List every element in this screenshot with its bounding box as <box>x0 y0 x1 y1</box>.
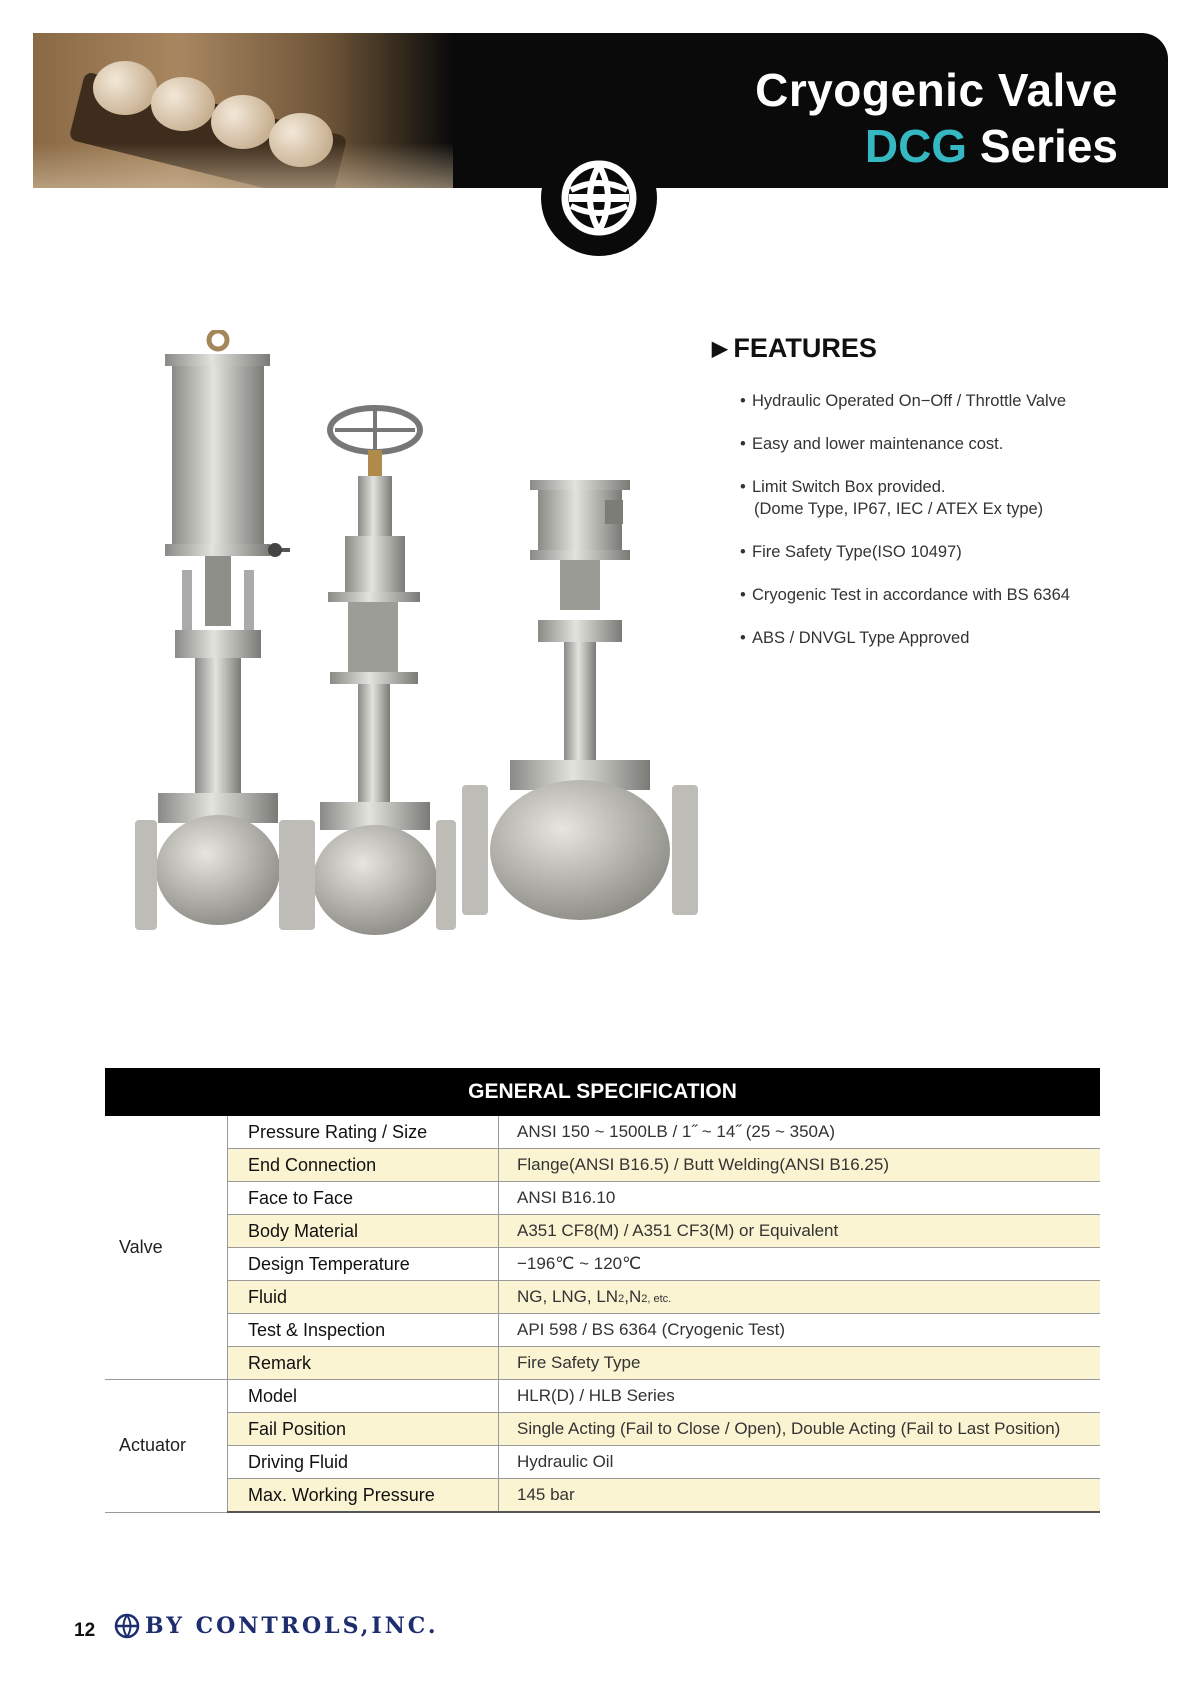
valve-product-images <box>120 330 740 1010</box>
subscript: 2, etc. <box>641 1293 672 1305</box>
feature-item <box>740 433 1070 455</box>
group-actuator: Actuator <box>105 1380 228 1513</box>
feature-item <box>740 541 1070 563</box>
spec-value: A351 CF8(M) / A351 CF3(M) or Equivalent <box>499 1215 1101 1248</box>
lng-tank <box>211 95 275 149</box>
spec-value: 145 bar <box>499 1479 1101 1513</box>
spec-value: ANSI 150 ~ 1500LB / 1˝ ~ 14˝ (25 ~ 350A) <box>499 1116 1101 1149</box>
spec-value: Single Acting (Fail to Close / Open), Double Acting (Fail to Last Position) <box>499 1413 1101 1446</box>
table-row <box>105 1314 1100 1347</box>
spec-value: Flange(ANSI B16.5) / Butt Welding(ANSI B16.25) <box>499 1149 1101 1182</box>
table-row <box>105 1446 1100 1479</box>
feature-item <box>740 476 1070 520</box>
spec-label: Driving Fluid <box>228 1446 499 1479</box>
table-row <box>105 1149 1100 1182</box>
fluid-value-b: ,N <box>624 1287 642 1306</box>
spec-label: Pressure Rating / Size <box>228 1116 499 1149</box>
feature-text: Easy and lower maintenance cost. <box>752 435 1004 453</box>
group-valve: Valve <box>105 1116 228 1380</box>
features-title-text: FEATURES <box>733 333 877 363</box>
features-list <box>740 390 1070 670</box>
spec-label: Test & Inspection <box>228 1314 499 1347</box>
globe-logo-icon <box>557 156 641 240</box>
page-title: Cryogenic Valve <box>755 64 1118 116</box>
table-row <box>105 1281 1100 1314</box>
spec-label: Design Temperature <box>228 1248 499 1281</box>
page-number: 12 <box>74 1620 96 1641</box>
table-row <box>105 1347 1100 1380</box>
spec-table-title: GENERAL SPECIFICATION <box>105 1068 1100 1116</box>
company-name: BY CONTROLS,INC. <box>145 1613 439 1639</box>
fluid-value-a: NG, LNG, LN <box>517 1287 619 1306</box>
lng-tank <box>151 77 215 131</box>
subscript: 2 <box>618 1293 625 1305</box>
spec-value <box>499 1281 1101 1314</box>
series-title <box>865 119 1118 173</box>
brand-logo-badge <box>541 140 657 256</box>
spec-value: API 598 / BS 6364 (Cryogenic Test) <box>499 1314 1101 1347</box>
series-code: DCG <box>864 120 968 172</box>
spec-label: End Connection <box>228 1149 499 1182</box>
table-row <box>105 1413 1100 1446</box>
hydraulic-valve-tall <box>135 331 301 930</box>
feature-text: Hydraulic Operated On−Off / Throttle Valve <box>752 392 1067 410</box>
table-row <box>105 1116 1100 1149</box>
table-row <box>105 1479 1100 1513</box>
general-specification-table <box>105 1116 1100 1513</box>
footer-brand <box>113 1612 439 1640</box>
hydraulic-valve-large <box>462 480 698 920</box>
spec-value: −196℃ ~ 120℃ <box>499 1248 1101 1281</box>
spec-label: Fail Position <box>228 1413 499 1446</box>
feature-text: ABS / DNVGL Type Approved <box>752 629 970 647</box>
spec-value: Hydraulic Oil <box>499 1446 1101 1479</box>
table-row <box>105 1182 1100 1215</box>
lng-tank <box>93 61 157 115</box>
spec-label: Face to Face <box>228 1182 499 1215</box>
cryogenic-valves-illustration <box>120 330 740 1010</box>
features-heading <box>712 333 877 364</box>
spec-value: ANSI B16.10 <box>499 1182 1101 1215</box>
feature-item <box>740 584 1070 606</box>
triangle-bullet-icon: ▶ <box>712 338 728 360</box>
spec-label: Body Material <box>228 1215 499 1248</box>
handwheel-valve <box>295 408 456 935</box>
sea-wake <box>33 143 453 188</box>
spec-label: Max. Working Pressure <box>228 1479 499 1513</box>
feature-item <box>740 627 1070 649</box>
spec-label: Model <box>228 1380 499 1413</box>
spec-value: Fire Safety Type <box>499 1347 1101 1380</box>
feature-text: Limit Switch Box provided. <box>752 478 946 496</box>
table-row <box>105 1215 1100 1248</box>
spec-value: HLR(D) / HLB Series <box>499 1380 1101 1413</box>
series-label: Series <box>967 120 1118 172</box>
lng-carrier-photo <box>33 33 453 188</box>
spec-label: Fluid <box>228 1281 499 1314</box>
feature-text: Fire Safety Type(ISO 10497) <box>752 543 962 561</box>
feature-text: Cryogenic Test in accordance with BS 6364 <box>752 586 1070 604</box>
feature-text-detail: (Dome Type, IP67, IEC / ATEX Ex type) <box>754 500 1044 518</box>
spec-label: Remark <box>228 1347 499 1380</box>
table-row <box>105 1248 1100 1281</box>
table-row <box>105 1380 1100 1413</box>
globe-logo-icon <box>113 1612 141 1640</box>
feature-item <box>740 390 1070 412</box>
